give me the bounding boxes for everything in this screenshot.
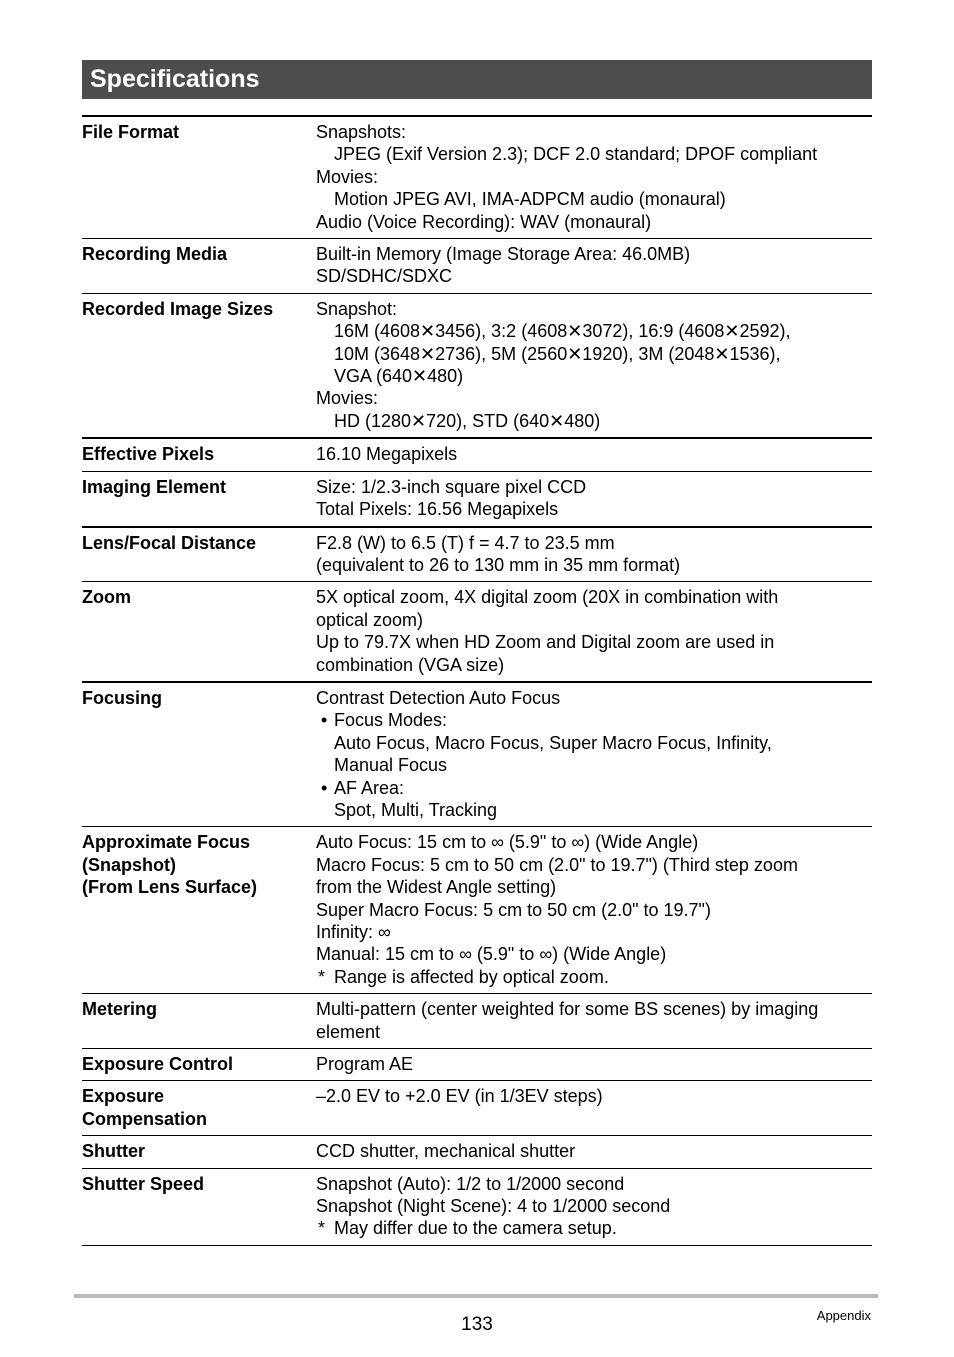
spec-row xyxy=(82,827,872,994)
spec-value-line: Snapshot: xyxy=(316,298,398,319)
spec-value-line: * Range is affected by optical zoom. xyxy=(316,966,872,988)
spec-label: Imaging Element xyxy=(82,476,227,497)
spec-row xyxy=(82,117,872,239)
spec-value-line: F2.8 (W) to 6.5 (T) f = 4.7 to 23.5 mm xyxy=(316,532,615,553)
spec-value-line: optical zoom) xyxy=(316,609,424,630)
spec-value-line: Audio (Voice Recording): WAV (monaural) xyxy=(316,211,652,232)
spec-label: Approximate Focus (Snapshot) (From Lens Surface) xyxy=(82,832,258,898)
spec-value-line: Motion JPEG AVI, IMA-ADPCM audio (monaural) xyxy=(334,189,726,210)
spec-value-line: Macro Focus: 5 cm to 50 cm (2.0" to 19.7") (Third step zoom xyxy=(316,854,798,875)
spec-value-line: SD/SDHC/SDXC xyxy=(316,266,453,287)
spec-value xyxy=(316,687,872,821)
spec-row xyxy=(82,472,872,528)
spec-row xyxy=(82,582,872,683)
spec-value-line: Manual Focus xyxy=(334,755,448,776)
spec-value-line: VGA (640✕480) xyxy=(334,366,464,387)
spec-value-line: 10M (3648✕2736), 5M (2560✕1920), 3M (2048✕1536), xyxy=(334,343,781,364)
spec-value-line: element xyxy=(316,1021,381,1042)
spec-row xyxy=(82,1081,872,1136)
spec-label: Lens/Focal Distance xyxy=(82,532,257,553)
spec-label: Shutter Speed xyxy=(82,1173,205,1194)
spec-value-line: * May differ due to the camera setup. xyxy=(316,1217,872,1239)
spec-value-line: Auto Focus: 15 cm to ∞ (5.9" to ∞) (Wide Angle) xyxy=(316,832,699,853)
section-title: Specifications xyxy=(82,60,872,99)
spec-value-line: Super Macro Focus: 5 cm to 50 cm (2.0" to 19.7") xyxy=(316,899,711,920)
spec-row xyxy=(82,239,872,294)
spec-value-line: 5X optical zoom, 4X digital zoom (20X in combination with xyxy=(316,587,779,608)
spec-value xyxy=(316,1173,872,1240)
spec-value xyxy=(316,586,872,676)
spec-value xyxy=(316,298,872,432)
specifications-table xyxy=(82,115,872,1246)
spec-row xyxy=(82,528,872,583)
spec-value-line: Snapshot (Auto): 1/2 to 1/2000 second xyxy=(316,1173,625,1194)
spec-value xyxy=(316,243,872,288)
spec-value-line: • Focus Modes: xyxy=(316,709,872,731)
spec-value-line: Movies: xyxy=(316,388,379,409)
spec-value-line: Total Pixels: 16.56 Megapixels xyxy=(316,499,559,520)
spec-value xyxy=(316,532,872,577)
spec-value xyxy=(316,1053,872,1075)
spec-label: Exposure Control xyxy=(82,1054,234,1075)
spec-value xyxy=(316,476,872,521)
spec-value-line: 16.10 Megapixels xyxy=(316,444,458,465)
spec-row xyxy=(82,1049,872,1081)
spec-label: Recording Media xyxy=(82,244,228,265)
spec-row xyxy=(82,683,872,827)
spec-value-line: 16M (4608✕3456), 3:2 (4608✕3072), 16:9 (4608✕2592), xyxy=(334,321,791,342)
spec-value-line: Up to 79.7X when HD Zoom and Digital zoom are used in xyxy=(316,632,775,653)
spec-value xyxy=(316,998,872,1043)
spec-label: Metering xyxy=(82,999,158,1020)
spec-value-line: Program AE xyxy=(316,1054,414,1075)
spec-value-line: Size: 1/2.3-inch square pixel CCD xyxy=(316,476,587,497)
footer-divider xyxy=(74,1294,878,1298)
spec-value-line: HD (1280✕720), STD (640✕480) xyxy=(334,410,601,431)
spec-value-line: Manual: 15 cm to ∞ (5.9" to ∞) (Wide Angle) xyxy=(316,944,667,965)
spec-value-line: from the Widest Angle setting) xyxy=(316,877,557,898)
spec-label: File Format xyxy=(82,122,180,142)
spec-value-line: Contrast Detection Auto Focus xyxy=(316,687,561,708)
spec-label: Shutter xyxy=(82,1141,145,1162)
spec-value-line: –2.0 EV to +2.0 EV (in 1/3EV steps) xyxy=(316,1086,603,1107)
spec-value-line: combination (VGA size) xyxy=(316,654,505,675)
spec-row xyxy=(82,439,872,471)
spec-row xyxy=(82,994,872,1049)
spec-value-line: Spot, Multi, Tracking xyxy=(334,799,498,820)
spec-value xyxy=(316,121,872,233)
spec-value-line: Movies: xyxy=(316,166,379,187)
spec-value xyxy=(316,831,872,988)
spec-value-line: Infinity: ∞ xyxy=(316,922,391,942)
spec-value-line: Snapshot (Night Scene): 4 to 1/2000 second xyxy=(316,1196,671,1217)
spec-label: Zoom xyxy=(82,587,131,608)
spec-value-line: (equivalent to 26 to 130 mm in 35 mm format) xyxy=(316,554,681,575)
spec-label: Exposure Compensation xyxy=(82,1086,208,1129)
spec-label: Effective Pixels xyxy=(82,444,215,465)
spec-value-line: Snapshots: xyxy=(316,122,407,142)
spec-value-line: • AF Area: xyxy=(316,777,872,799)
spec-row xyxy=(82,1136,872,1168)
spec-value-line: Auto Focus, Macro Focus, Super Macro Focus, Infinity, xyxy=(334,732,772,753)
page-number: 133 xyxy=(461,1314,493,1335)
spec-value-line: Built-in Memory (Image Storage Area: 46.0MB) xyxy=(316,244,691,265)
spec-value xyxy=(316,443,872,465)
footer-section-label: Appendix xyxy=(816,1308,871,1323)
spec-value-line: Multi-pattern (center weighted for some BS scenes) by imaging xyxy=(316,999,819,1020)
spec-label: Focusing xyxy=(82,687,162,708)
spec-value-line: JPEG (Exif Version 2.3); DCF 2.0 standard; DPOF compliant xyxy=(334,144,818,165)
spec-value xyxy=(316,1085,872,1130)
spec-value-line: CCD shutter, mechanical shutter xyxy=(316,1141,576,1162)
spec-row xyxy=(82,294,872,439)
spec-label: Recorded Image Sizes xyxy=(82,298,274,319)
spec-row xyxy=(82,1169,872,1246)
spec-value xyxy=(316,1140,872,1162)
